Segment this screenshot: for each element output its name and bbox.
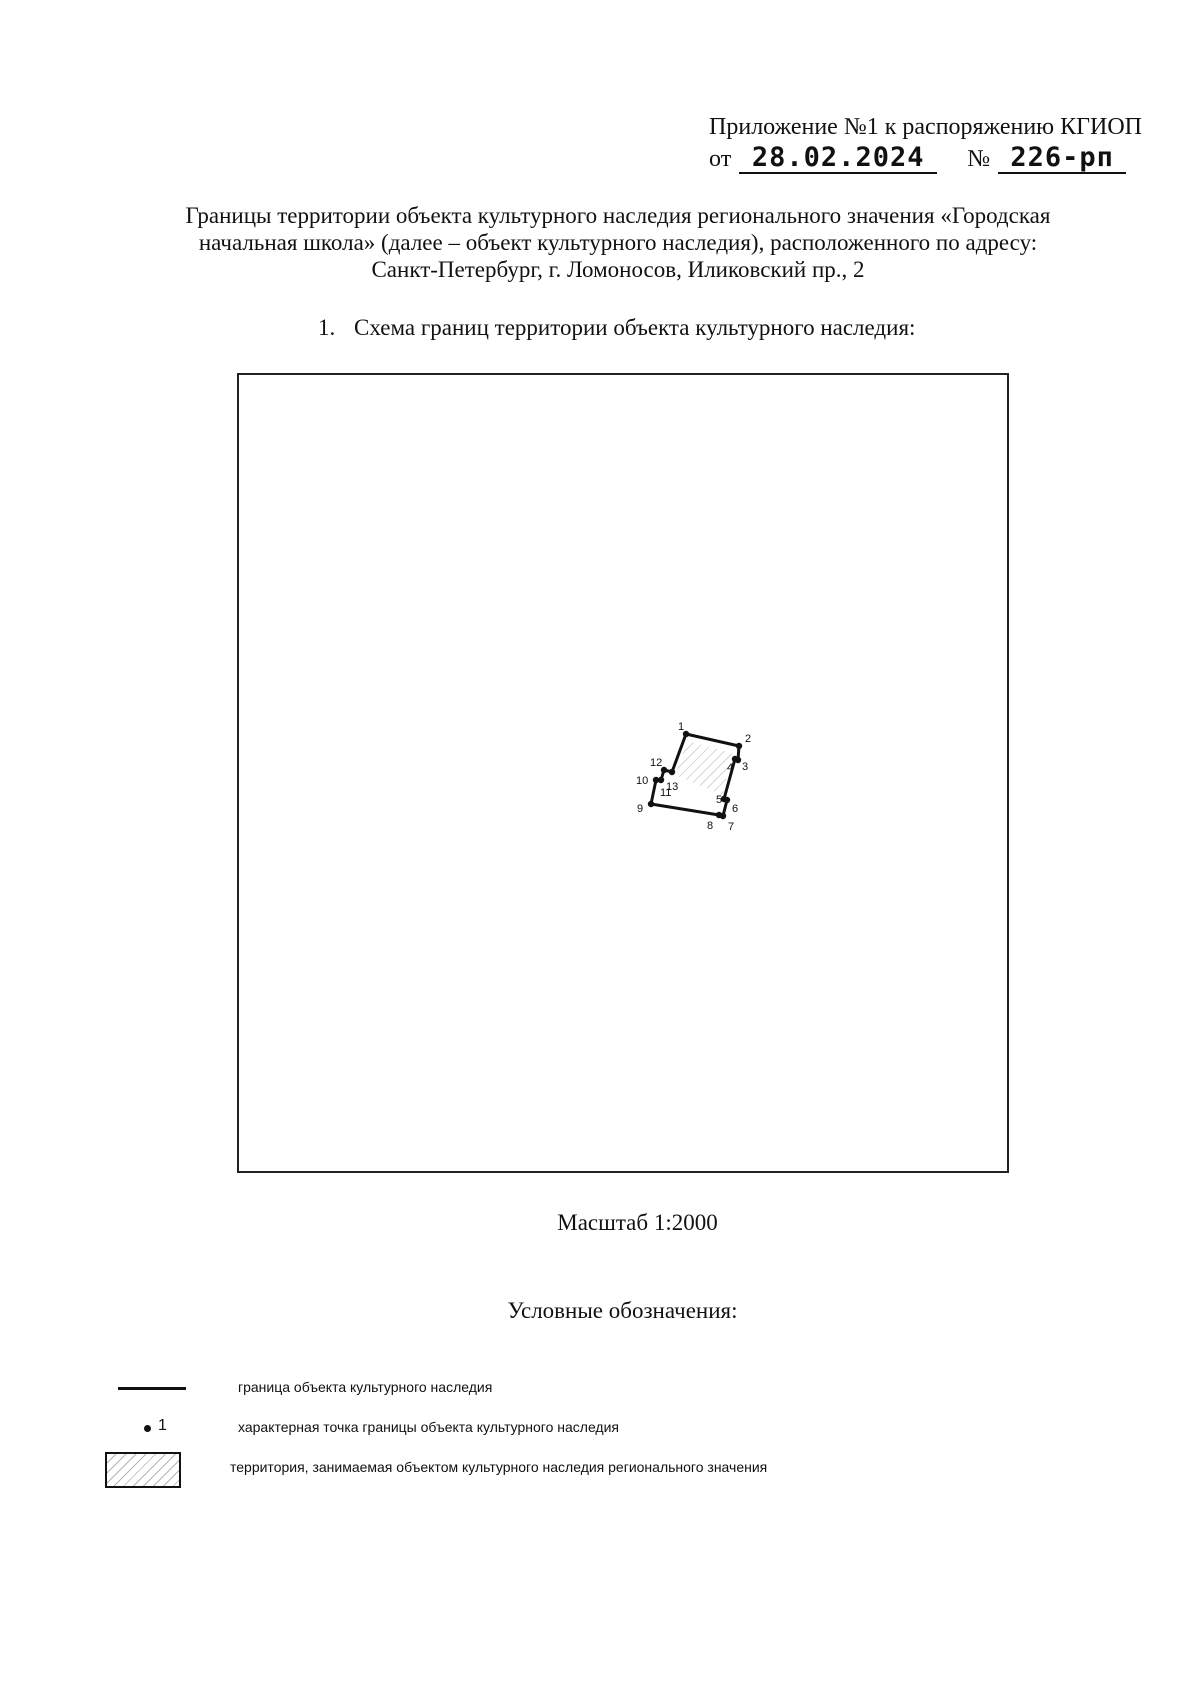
boundary-point-label-11: 11: [660, 787, 672, 799]
boundary-point-label-1: 1: [678, 721, 685, 733]
boundary-point-2: [736, 743, 742, 749]
boundary-map-drawing: [239, 375, 1011, 1175]
boundary-point-label-9: 9: [637, 803, 644, 815]
date-label: от: [709, 146, 732, 172]
legend-text: характерная точка границы объекта культурного наследия: [238, 1419, 619, 1435]
title-line-3: Санкт-Петербург, г. Ломоносов, Иликовский пр., 2: [371, 257, 865, 282]
legend-text: территория, занимаемая объектом культурного наследия регионального значения: [230, 1459, 768, 1475]
boundary-point-13: [669, 769, 675, 775]
boundary-line-symbol: [100, 1370, 190, 1410]
number-label: №: [967, 146, 991, 172]
occupied-territory-hatch: [675, 741, 732, 795]
boundary-map: [237, 373, 1009, 1173]
legend-item-point: [100, 1410, 1100, 1450]
point-symbol-label: 1: [158, 1417, 167, 1434]
boundary-point-label-5: 5: [716, 794, 723, 806]
boundary-point-label-2: 2: [745, 733, 752, 745]
order-reference: [709, 144, 1142, 174]
point-dot-icon: [144, 1425, 151, 1432]
title-line-2: начальная школа» (далее – объект культурного наследия), расположенного по адресу:: [198, 230, 1038, 255]
boundary-point-label-6: 6: [732, 803, 739, 815]
legend-title: Условные обозначения:: [507, 1298, 738, 1323]
legend: [100, 1370, 1100, 1490]
order-date: 28.02.2024: [739, 144, 937, 174]
boundary-point-label-12: 12: [650, 757, 663, 769]
boundary-point-9: [648, 801, 654, 807]
boundary-point-label-7: 7: [728, 821, 735, 833]
hatched-territory-symbol: [100, 1450, 190, 1490]
appendix-title: Приложение №1 к распоряжению КГИОП: [709, 114, 1142, 140]
boundary-point-label-8: 8: [707, 820, 714, 832]
title-line-1: Границы территории объекта культурного наследия регионального значения «Городская: [185, 203, 1051, 228]
boundary-point-8: [716, 812, 722, 818]
section-number: 1.: [318, 315, 336, 340]
legend-item-territory: [100, 1450, 1100, 1490]
boundary-point-symbol: [100, 1410, 190, 1450]
order-number: 226-рп: [998, 144, 1126, 174]
boundary-point-6: [724, 797, 730, 803]
section-heading: [318, 314, 915, 342]
boundary-point-label-3: 3: [742, 761, 749, 773]
boundary-point-11: [658, 777, 664, 783]
map-scale: Масштаб 1:2000: [557, 1210, 718, 1235]
section-text: Схема границ территории объекта культурного наследия:: [354, 315, 916, 340]
boundary-point-label-13: 13: [666, 781, 679, 793]
legend-text: граница объекта культурного наследия: [238, 1379, 493, 1395]
legend-item-boundary: [100, 1370, 1100, 1410]
appendix-header: [709, 112, 1142, 174]
boundary-point-label-4: 4: [727, 762, 734, 774]
boundary-point-label-10: 10: [636, 775, 649, 787]
document-title: [120, 202, 1116, 283]
